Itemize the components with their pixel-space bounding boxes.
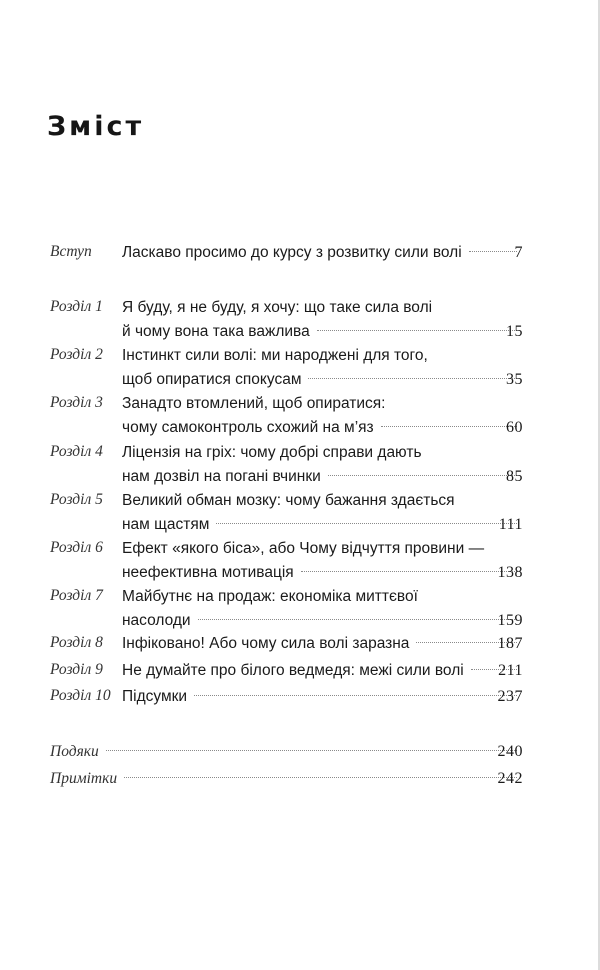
entry-label: Розділ 7 <box>50 587 103 604</box>
entry-title-line: й чому вона така важлива <box>122 323 310 340</box>
entry-title <box>122 441 522 489</box>
entry-title-line: Підсумки <box>122 688 188 705</box>
entry-label: Розділ 1 <box>50 298 103 315</box>
page-number: 237 <box>497 688 523 705</box>
entry-title-line: нам щастям <box>122 516 210 533</box>
page-number: 111 <box>498 516 523 533</box>
entry-title <box>122 685 522 709</box>
entry-title-line: Не думайте про білого ведмедя: межі сили волі <box>122 662 464 679</box>
entry-title-line: чому самоконтроль схожий на м’яз <box>122 419 374 436</box>
entry-title <box>50 740 522 764</box>
entry-title-line: щоб опиратися спокусам <box>122 371 302 388</box>
page-number: 240 <box>497 743 523 760</box>
page-number: 85 <box>506 468 523 485</box>
dot-leader <box>106 749 517 751</box>
entry-title-line: нам дозвіл на погані вчинки <box>122 468 321 485</box>
entry-label: Розділ 2 <box>50 346 103 363</box>
page-number: 159 <box>497 612 523 629</box>
page-number: 138 <box>497 564 523 581</box>
page-number: 242 <box>497 770 523 787</box>
entry-title-line: Я буду, я не буду, я хочу: що таке сила волі <box>122 299 433 316</box>
page-number: 60 <box>506 419 523 436</box>
entry-label: Розділ 6 <box>50 539 103 556</box>
entry-label: Примітки <box>50 770 118 787</box>
entry-title-line: насолоди <box>122 612 191 629</box>
entry-title <box>122 632 522 656</box>
page-number: 35 <box>506 371 523 388</box>
entry-label: Розділ 3 <box>50 394 103 411</box>
entry-title-line: неефективна мотивація <box>122 564 294 581</box>
dot-leader <box>124 776 517 778</box>
page-number: 211 <box>498 662 523 679</box>
entry-title-line: Інстинкт сили волі: ми народжені для того, <box>122 347 428 364</box>
entry-label: Розділ 4 <box>50 443 103 460</box>
entry-title <box>122 489 522 537</box>
entry-title <box>122 537 522 585</box>
entry-title <box>122 344 522 392</box>
entry-title <box>50 767 522 791</box>
entry-label: Розділ 8 <box>50 634 103 651</box>
entry-title-line: Інфіковано! Або чому сила волі заразна <box>122 635 410 652</box>
entry-title <box>122 241 522 265</box>
entry-title-line: Майбутнє на продаж: економіка миттєвої <box>122 588 418 605</box>
entry-label: Подяки <box>50 743 99 760</box>
entry-title <box>122 392 522 440</box>
entry-label: Розділ 5 <box>50 491 103 508</box>
entry-title-line: Занадто втомлений, щоб опиратися: <box>122 395 386 412</box>
page-number: 187 <box>497 635 523 652</box>
page-number: 7 <box>514 244 523 261</box>
page-title: Зміст <box>47 111 145 142</box>
entry-title-line: Ефект «якого біса», або Чому відчуття провини — <box>122 540 485 557</box>
entry-title-line: Великий обман мозку: чому бажання здається <box>122 492 455 509</box>
entry-label: Вступ <box>50 243 92 260</box>
entry-title <box>122 659 522 683</box>
entry-title <box>122 585 522 633</box>
page-number: 15 <box>506 323 523 340</box>
entry-title <box>122 296 522 344</box>
entry-title-line: Ласкаво просимо до курсу з розвитку сили волі <box>122 244 462 261</box>
entry-title-line: Ліцензія на гріх: чому добрі справи дають <box>122 444 422 461</box>
entry-label: Розділ 9 <box>50 661 103 678</box>
entry-label: Розділ 10 <box>50 687 111 704</box>
